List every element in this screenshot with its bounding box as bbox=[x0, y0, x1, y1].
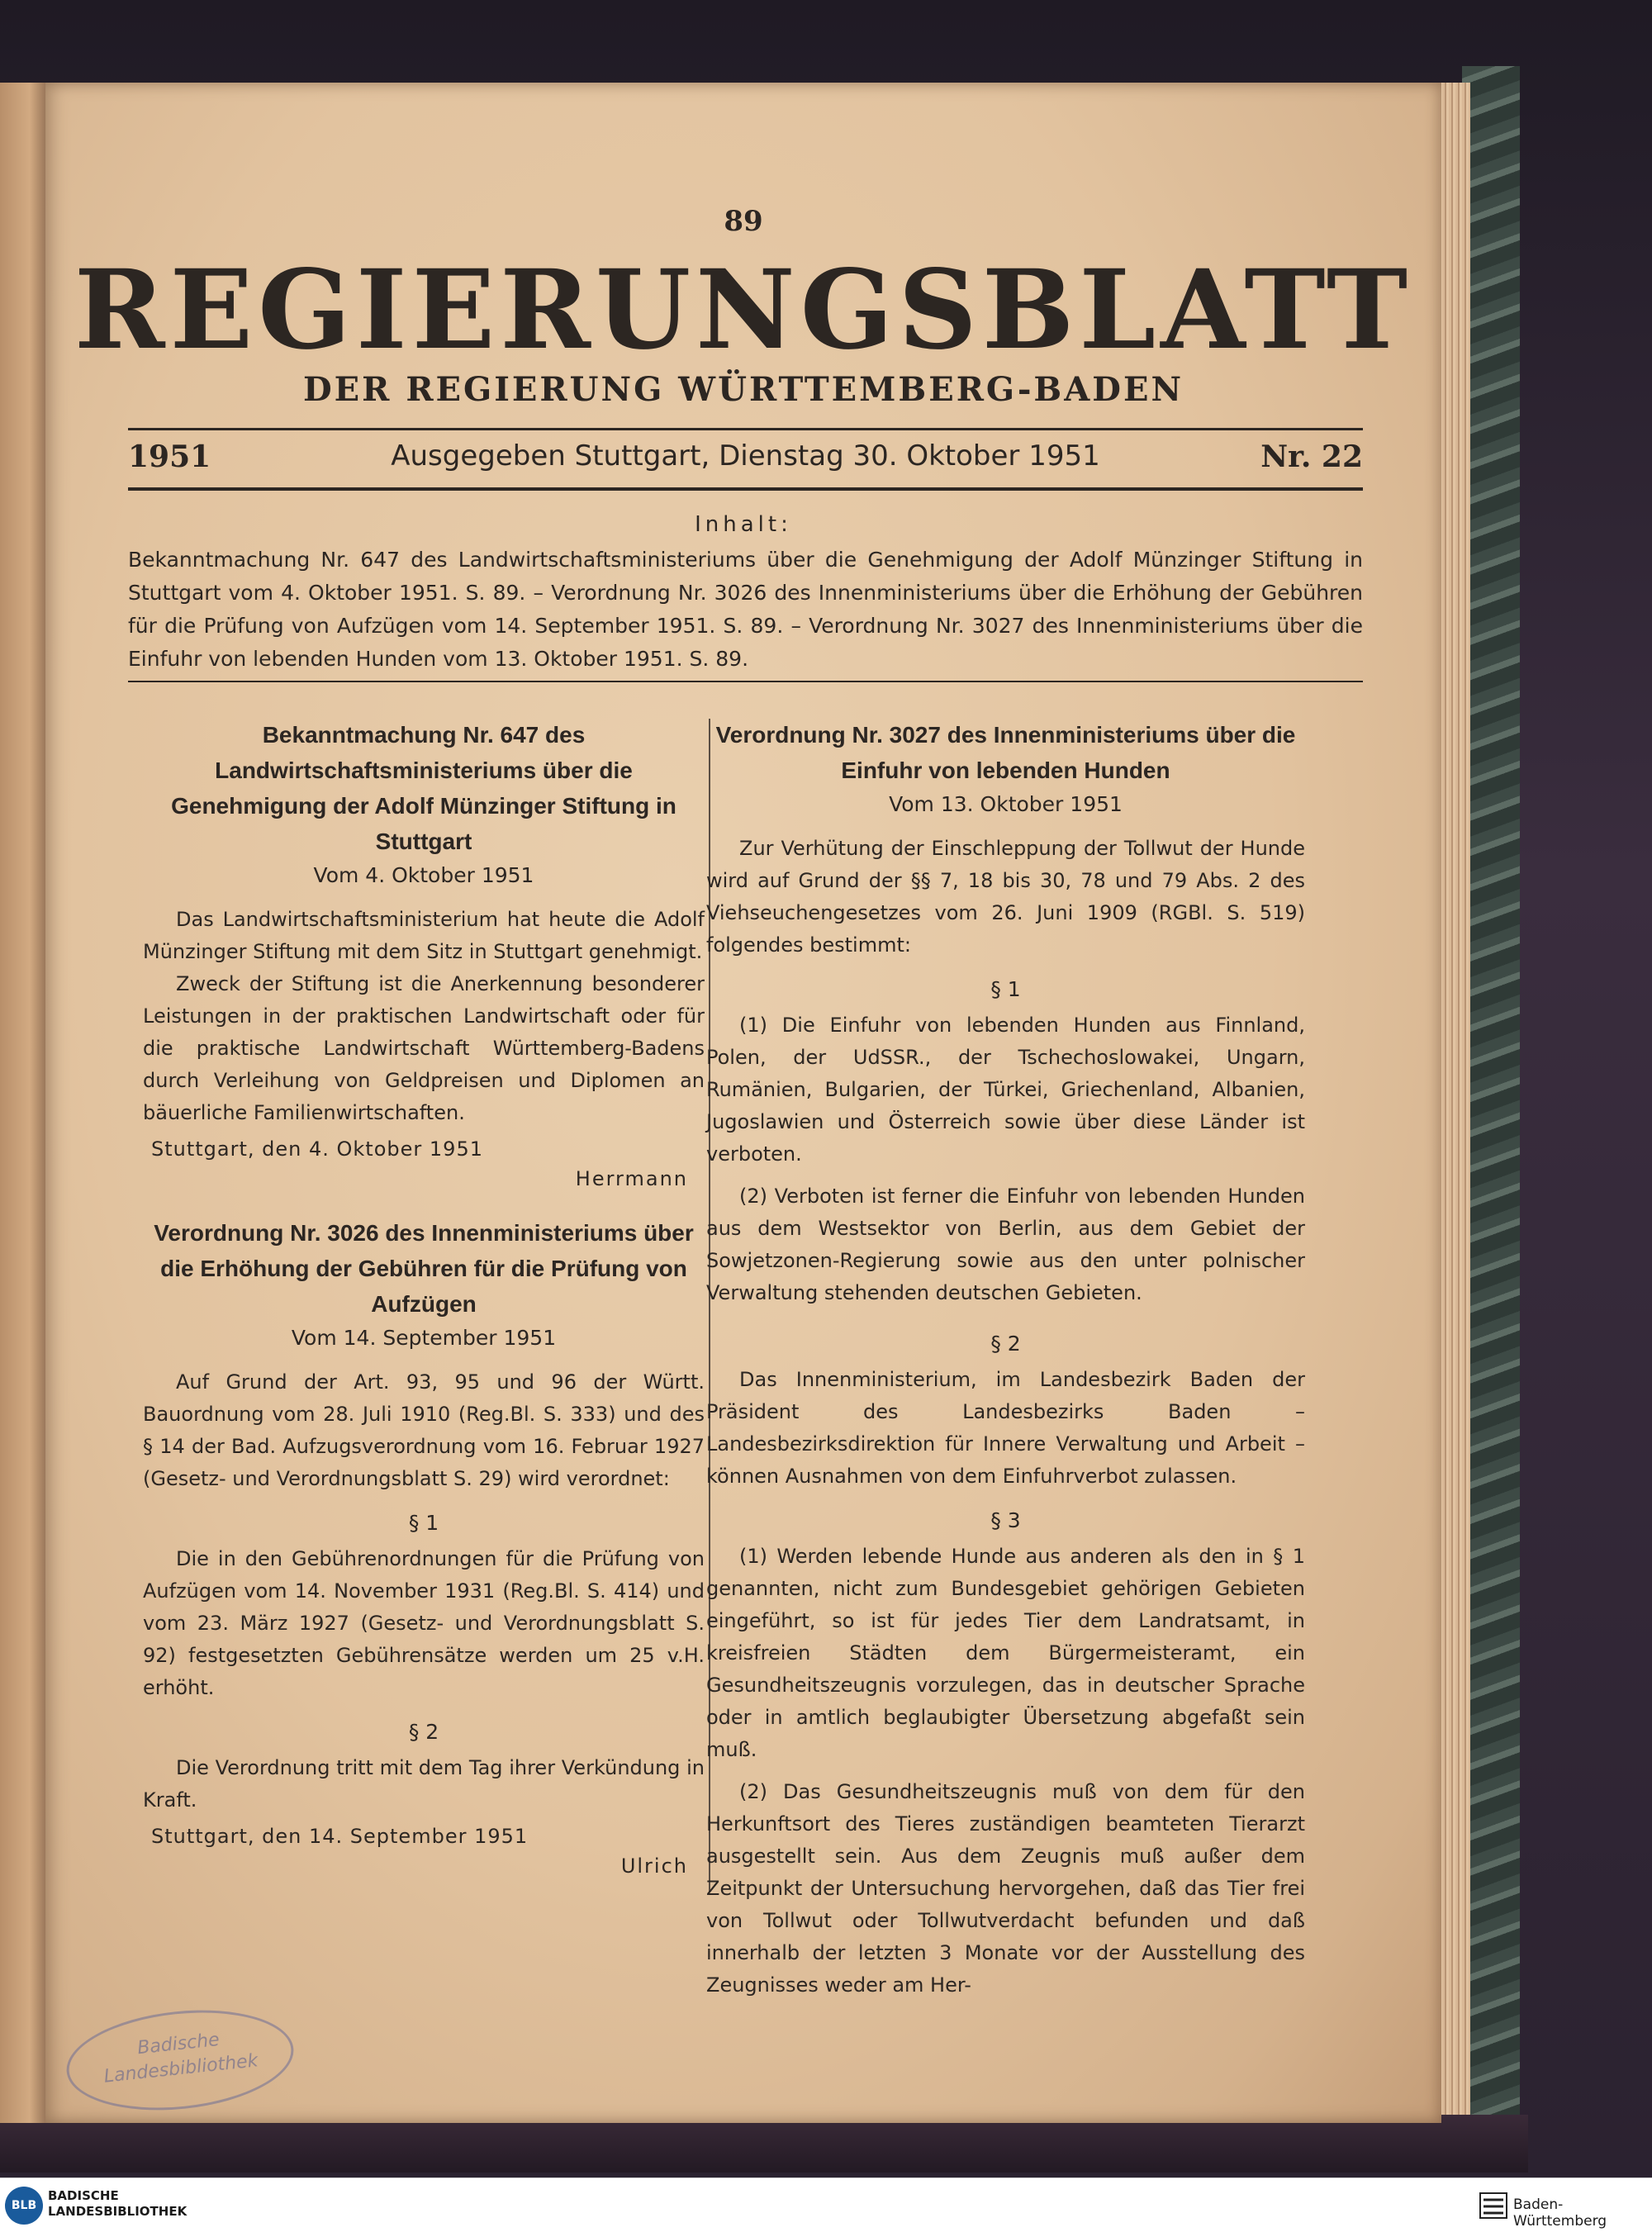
masthead-title: REGIERUNGSBLATT bbox=[74, 246, 1413, 374]
ordinance-3027-s1-p2: (2) Verboten ist ferner die Einfuhr von lebenden Hunden aus dem Westsektor von Berlin, aus dem Gebiet der Sowjetzonen-Regierung sowie aus den unter polnischer Verwaltung stehenden deutschen Gebieten. bbox=[706, 1185, 1305, 1304]
bw-lions-icon[interactable] bbox=[1479, 2190, 1508, 2221]
issue-year: 1951 bbox=[128, 439, 211, 474]
blb-name-line1: BADISCHE bbox=[48, 2188, 119, 2203]
ordinance-3026-s2-label: § 2 bbox=[408, 1720, 439, 1744]
ordinance-3026-heading: Verordnung Nr. 3026 des Innenministeriums über die Erhöhung der Gebühren für die Prüfung von Aufzügen bbox=[154, 1220, 694, 1317]
stamp-line1: Badische bbox=[136, 2029, 221, 2059]
blb-name[interactable] bbox=[48, 2188, 187, 2220]
ordinance-3026-date: Vom 14. September 1951 bbox=[291, 1326, 557, 1350]
notice-647-para2: Zweck der Stiftung ist die Anerkennung besonderer Leistungen in der praktischen Landwirtschaft oder für die praktische Landwirtschaft Württemberg-Badens durch Verleihung von Geldpreisen und Diplomen an bäuerliche Familienwirtschaften. bbox=[143, 972, 705, 1124]
ordinance-3026-signer: Ulrich bbox=[620, 1854, 688, 1878]
stamp-line2: Landesbibliothek bbox=[102, 2050, 259, 2087]
ordinance-3026-intro: Auf Grund der Art. 93, 95 und 96 der Württ. Bauordnung vom 28. Juli 1910 (Reg.Bl. S. 333) und des § 14 der Bad. Aufzugsverordnung vom 16. Februar 1927 (Gesetz- und Verordnungsblatt S. 29) wird verordnet: bbox=[143, 1370, 705, 1490]
contents-label: Inhalt: bbox=[695, 512, 792, 537]
document-page bbox=[45, 83, 1441, 2123]
blb-name-line2: LANDESBIBLIOTHEK bbox=[48, 2204, 188, 2219]
ordinance-3027-s2-text: Das Innenministerium, im Landesbezirk Baden der Präsident des Landesbezirks Baden – Landesbezirksdirektion für Innere Verwaltung und Arbeit – können Ausnahmen von dem Einfuhrverbot zulassen. bbox=[706, 1368, 1305, 1488]
contents-rule bbox=[128, 681, 1363, 682]
header-rule-top bbox=[128, 428, 1363, 430]
right-column bbox=[706, 717, 1305, 2002]
notice-647-heading: Bekanntmachung Nr. 647 des Landwirtschaftsministeriums über die Genehmigung der Adolf Münzinger Stiftung in Stuttgart bbox=[171, 722, 676, 854]
issue-line bbox=[128, 439, 1363, 481]
ordinance-3027-s1-label: § 1 bbox=[990, 977, 1021, 1001]
issue-number: Nr. 22 bbox=[1260, 439, 1363, 474]
ordinance-3027-date: Vom 13. Oktober 1951 bbox=[889, 792, 1123, 816]
masthead-subtitle: DER REGIERUNG WÜRTTEMBERG-BADEN bbox=[302, 370, 1184, 409]
notice-647-date: Vom 4. Oktober 1951 bbox=[313, 863, 534, 887]
notice-647-signer: Herrmann bbox=[575, 1167, 688, 1190]
previous-page-edge bbox=[0, 83, 50, 2123]
notice-647-place: Stuttgart, den 4. Oktober 1951 bbox=[151, 1137, 483, 1161]
contents-text: Bekanntmachung Nr. 647 des Landwirtschaftsministeriums über die Genehmigung der Adolf Münzinger Stiftung in Stuttgart vom 4. Oktober 1951. S. 89. – Verordnung Nr. 3026 des Innenministeriums über die Erhöhung der Gebühren für die Prüfung von Aufzügen vom 14. September 1951. S. 89. – Verordnung Nr. 3027 des Innenministeriums über die Einfuhr von lebenden Hunden vom 13. Oktober 1951. S. 89. bbox=[128, 548, 1363, 671]
ordinance-3026-place: Stuttgart, den 14. September 1951 bbox=[151, 1825, 529, 1848]
ordinance-3026-s1-text: Die in den Gebührenordnungen für die Prüfung von Aufzügen vom 14. November 1931 (Reg.Bl. S. 414) und vom 23. März 1927 (Gesetz- und Verordnungsblatt S. 92) festgesetzten Gebührensätze werden um 25 v.H. erhöht. bbox=[143, 1547, 705, 1699]
ordinance-3027-s3-label: § 3 bbox=[990, 1508, 1021, 1532]
ordinance-3027-intro: Zur Verhütung der Einschleppung der Tollwut der Hunde wird auf Grund der §§ 7, 18 bis 30, 78 und 79 Abs. 2 des Viehseuchengesetzes vom 26. Juni 1909 (RGBl. S. 519) folgendes bestimmt: bbox=[706, 837, 1305, 957]
ordinance-3027-heading: Verordnung Nr. 3027 des Innenministeriums über die Einfuhr von lebenden Hunden bbox=[715, 722, 1296, 783]
bw-name[interactable]: Baden-Württemberg bbox=[1513, 2196, 1607, 2230]
page-number: 89 bbox=[724, 205, 763, 238]
ordinance-3027-s3-p1: (1) Werden lebende Hunde aus anderen als den in § 1 genannten, nicht zum Bundesgebiet gehörigen Gebieten eingeführt, so ist für jedes Tier dem Landratsamt, in kreisfreien Städten dem Bürgermeisteramt, ein Gesundheitszeugnis vorzulegen, das in deutscher Sprache oder in amtlich beglaubigter Übersetzung abgefaßt sein muß. bbox=[706, 1545, 1305, 1761]
viewer-footer bbox=[0, 2177, 1652, 2232]
notice-647-para1: Das Landwirtschaftsministerium hat heute die Adolf Münzinger Stiftung mit dem Sitz in Stuttgart genehmigt. bbox=[143, 908, 705, 963]
book-cover-right bbox=[1462, 66, 1520, 2148]
header-rule-bottom bbox=[128, 487, 1363, 491]
blb-logo-icon[interactable]: BLB bbox=[5, 2187, 43, 2225]
ordinance-3027-s3-p2: (2) Das Gesundheitszeugnis muß von dem für den Herkunftsort des Tieres zuständigen beamteten Tierarzt ausgestellt sein. Aus dem Zeugnis muß außer dem Zeitpunkt der Untersuchung hervorgehen, daß das Tier frei von Tollwut oder Tollwutverdacht befunden und daß innerhalb der letzten 3 Monate vor der Ausstellung des Zeugnisses weder am Her- bbox=[706, 1780, 1305, 1997]
left-column bbox=[143, 717, 705, 1881]
ordinance-3026-s1-label: § 1 bbox=[408, 1511, 439, 1535]
book-cover-bottom bbox=[0, 2115, 1528, 2173]
ordinance-3027-s1-p1: (1) Die Einfuhr von lebenden Hunden aus Finnland, Polen, der UdSSR., der Tschechoslowakei, Ungarn, Rumänien, Bulgarien, der Türkei, Griechenland, Albanien, Jugoslawien und Österreich sowie über diese Länder ist verboten. bbox=[706, 1014, 1305, 1166]
issue-published: Ausgegeben Stuttgart, Dienstag 30. Oktober 1951 bbox=[391, 439, 1100, 473]
ordinance-3026-s2-text: Die Verordnung tritt mit dem Tag ihrer Verkündung in Kraft. bbox=[143, 1756, 705, 1812]
ordinance-3027-s2-label: § 2 bbox=[990, 1332, 1021, 1356]
